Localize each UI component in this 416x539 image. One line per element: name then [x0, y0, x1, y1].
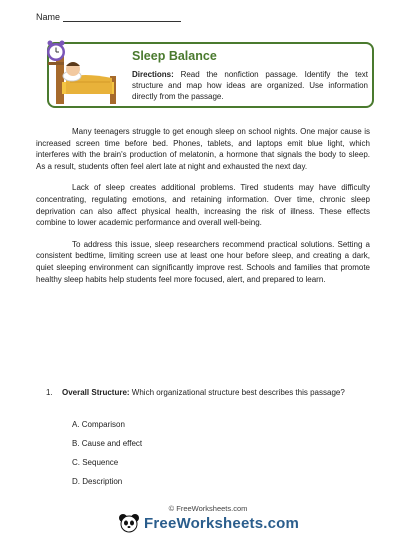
- passage: [36, 126, 370, 295]
- footer-logo[interactable]: [118, 513, 299, 533]
- answer-option-d[interactable]: D. Description: [72, 477, 123, 486]
- passage-paragraph-2: Lack of sleep creates additional problems. Tired students may have difficulty concentrating, regulating emotions, and retaining information. Over time, chronic sleep deprivation can also affect physical health, increasing the risk of illness. These effects combine to lower academic performance and overall well-being.: [36, 183, 370, 228]
- answer-option-b[interactable]: B. Cause and effect: [72, 439, 143, 448]
- question-1: [46, 387, 370, 398]
- directions-text: Read the nonfiction passage. Identify the text structure and map how ideas are organized. Use information directly from the passage.: [132, 70, 368, 101]
- answer-option-c[interactable]: C. Sequence: [72, 458, 119, 467]
- directions-label: Directions:: [132, 70, 174, 79]
- answer-option-a[interactable]: A. Comparison: [72, 420, 125, 429]
- question-label: Overall Structure:: [62, 388, 130, 397]
- passage-paragraph-1: Many teenagers struggle to get enough sleep on school nights. One major cause is increased screen time before bed. Phones, tablets, and laptops emit blue light, which interferes with the brain's production of melatonin, a hormone that signals the body to sleep. As a result, students often feel alert late at night and exhausted the next day.: [36, 127, 370, 171]
- footer-copyright: © FreeWorksheets.com: [168, 504, 248, 513]
- question-stem: [62, 387, 370, 398]
- logo-text: FreeWorksheets.com: [144, 514, 300, 532]
- name-label: Name: [36, 12, 61, 22]
- sleeping-child-icon: [42, 34, 124, 106]
- passage-paragraph-3: To address this issue, sleep researchers recommend practical solutions. Setting a consistent bedtime, limiting screen use at least one hour before sleep, and creating a dark, quiet sleeping environment can significantly improve rest. Schools and families that promote healthy sleep habits help students feel more focused, alert, and prepared to learn.: [36, 239, 370, 284]
- panda-icon: [118, 513, 140, 533]
- name-blank-line[interactable]: [63, 12, 181, 22]
- directions: [132, 69, 368, 102]
- question-text: Which organizational structure best describes this passage?: [129, 388, 345, 397]
- page-title: Sleep Balance: [132, 49, 217, 63]
- question-number: 1.: [46, 388, 53, 397]
- name-field[interactable]: [36, 12, 181, 22]
- answer-options: [72, 420, 142, 496]
